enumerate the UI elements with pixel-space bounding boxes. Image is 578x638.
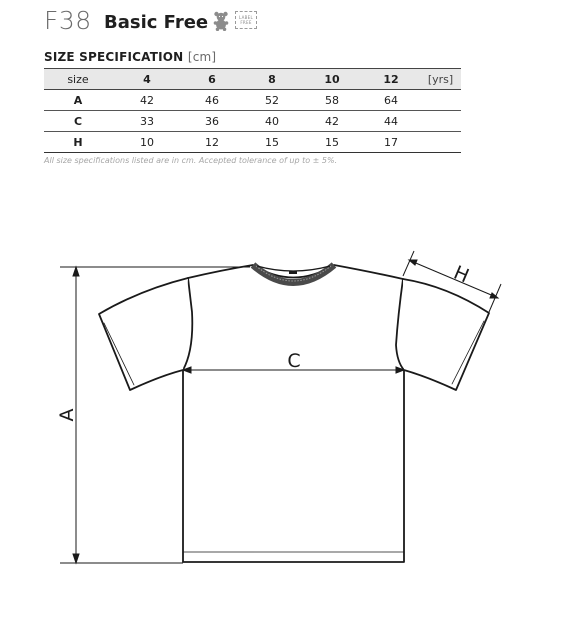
table-cell: 52	[242, 90, 302, 111]
product-name: Basic Free	[104, 12, 209, 33]
row-key: C	[44, 111, 112, 132]
table-cell: 46	[182, 90, 242, 111]
left-sleeve	[99, 278, 188, 390]
table-cell: 10	[112, 132, 182, 153]
size-col-4: 4	[112, 69, 182, 90]
row-key: A	[44, 90, 112, 111]
table-cell: 33	[112, 111, 182, 132]
tolerance-note: All size specifications listed are in cm. Accepted tolerance of up to ± 5%.	[44, 156, 338, 165]
size-col-label: size	[44, 69, 112, 90]
tshirt-outline	[183, 265, 404, 562]
row-key: H	[44, 132, 112, 153]
table-cell: 58	[302, 90, 362, 111]
product-code: F38	[44, 6, 92, 35]
size-col-8: 8	[242, 69, 302, 90]
table-cell: 42	[112, 90, 182, 111]
right-sleeve	[403, 279, 489, 390]
table-cell: 36	[182, 111, 242, 132]
table-cell: 40	[242, 111, 302, 132]
label-c: C	[287, 350, 301, 372]
size-col-6: 6	[182, 69, 242, 90]
table-cell: 42	[302, 111, 362, 132]
size-col-unit: [yrs]	[420, 69, 461, 90]
table-cell: 17	[362, 132, 420, 153]
label-free-line1: LABEL	[238, 15, 254, 20]
table-cell: 44	[362, 111, 420, 132]
table-cell: 15	[242, 132, 302, 153]
table-cell: 64	[362, 90, 420, 111]
table-cell: 15	[302, 132, 362, 153]
spec-title-text: SIZE SPECIFICATION	[44, 50, 184, 64]
label-a: A	[56, 408, 78, 422]
size-col-10: 10	[302, 69, 362, 90]
table-cell: 12	[182, 132, 242, 153]
label-h: H	[450, 261, 473, 288]
size-col-12: 12	[362, 69, 420, 90]
spec-unit: [cm]	[187, 50, 217, 64]
label-free-line2: FREE	[240, 20, 252, 25]
